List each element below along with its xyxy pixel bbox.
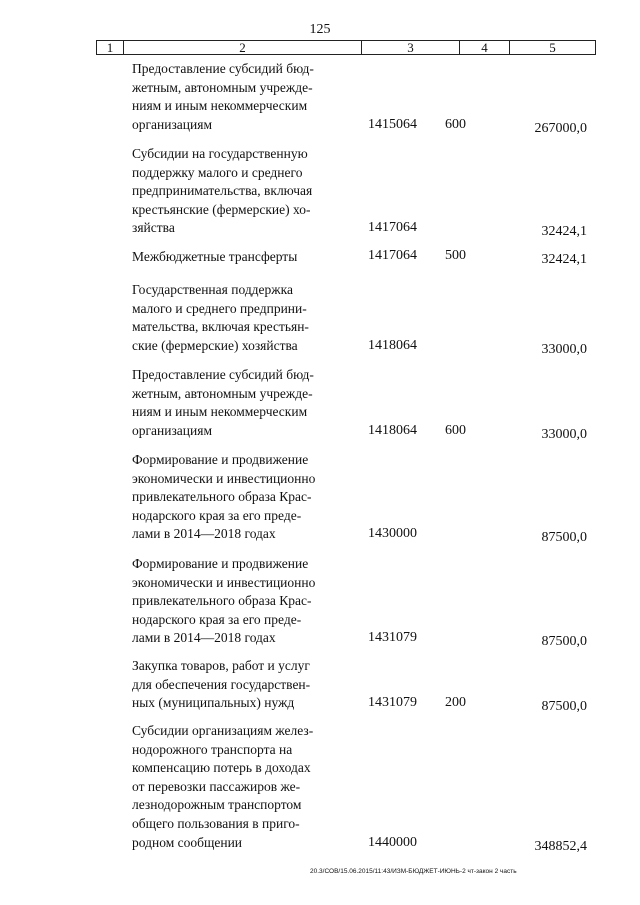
row-name [132, 281, 335, 355]
row-expense-type: 500 [445, 248, 466, 263]
row-name-line: Предоставление субсидий бюд- [132, 367, 314, 382]
row-amount: 87500,0 [541, 634, 587, 650]
row-code: 1418064 [368, 422, 417, 438]
row-name-line: лами в 2014—2018 годах [132, 630, 276, 646]
row-name-line: предпринимательства, включая [132, 183, 313, 199]
row-name-line: ниям и иным некоммерческим [132, 98, 308, 114]
row-code: 1431079 [368, 630, 417, 646]
row-name-line: Предоставление субсидий бюд- [132, 61, 314, 76]
row-code: 1417064 [368, 220, 417, 236]
row-code: 1431079 [368, 695, 417, 711]
row-amount: 348852,4 [534, 838, 587, 854]
row-name-line: крестьянские (фермерские) хо- [132, 201, 311, 217]
table-header [96, 40, 596, 55]
row-name-line: жетным, автономным учрежде- [132, 79, 313, 95]
row-name [132, 145, 335, 238]
row-name-line: поддержку малого и среднего [132, 164, 303, 180]
row-amount: 32424,1 [541, 224, 587, 240]
row-name [132, 366, 335, 440]
row-code: 1415064 [368, 116, 417, 132]
row-amount: 32424,1 [541, 252, 587, 267]
row-name-line: нодарского края за его преде- [132, 611, 302, 627]
row-name-line: Формирование и продвижение [132, 452, 309, 467]
row-name-line: ных (муниципальных) нужд [132, 695, 295, 711]
row-name [132, 60, 335, 134]
row-name-line: от перевозки пассажиров же- [132, 778, 301, 794]
row-name-line: Государственная поддержка [132, 282, 293, 297]
row-name-line: лезнодорожным транспортом [132, 797, 302, 813]
row-name [132, 657, 335, 713]
row-name-line: Субсидии на государственную [132, 146, 308, 161]
row-name [132, 722, 335, 852]
row-name [132, 248, 335, 267]
row-expense-type: 600 [445, 422, 466, 438]
column-header-2: 2 [124, 41, 362, 54]
row-code: 1430000 [368, 526, 417, 542]
row-code: 1440000 [368, 834, 417, 850]
row-name [132, 555, 335, 648]
page-number: 125 [309, 22, 331, 37]
row-name-line: организациям [132, 422, 213, 438]
row-name-line: организациям [132, 116, 213, 132]
row-name-line: ские (фермерские) хозяйства [132, 337, 298, 353]
column-header-3: 3 [362, 41, 460, 54]
row-expense-type: 200 [445, 695, 466, 711]
row-name-line: общего пользования в приго- [132, 815, 300, 831]
row-name-line: для обеспечения государствен- [132, 676, 311, 692]
row-code: 1418064 [368, 337, 417, 353]
row-code: 1417064 [368, 248, 417, 263]
row-expense-type: 600 [445, 116, 466, 132]
column-header-5: 5 [549, 40, 556, 55]
row-name-line: экономически и инвестиционно [132, 574, 316, 590]
document-footer: 20.3/СОВ/15.06.2015/11:43/ИЗМ-БЮДЖЕТ-ИЮНЬ-2 чт-закон 2 часть [310, 868, 517, 875]
row-name-line: лами в 2014—2018 годах [132, 526, 276, 542]
row-name-line: Субсидии организациям желез- [132, 723, 314, 738]
column-header-1: 1 [97, 41, 124, 54]
row-amount: 267000,0 [534, 120, 587, 136]
row-name-line: нодарского края за его преде- [132, 507, 302, 523]
row-name-line: экономически и инвестиционно [132, 470, 316, 486]
row-name-line: жетным, автономным учрежде- [132, 385, 313, 401]
row-name-line: нодорожного транспорта на [132, 741, 293, 757]
row-amount: 33000,0 [541, 426, 587, 442]
row-name-line: мательства, включая крестьян- [132, 319, 309, 335]
row-name-line: зяйства [132, 220, 175, 236]
row-name-line: родном сообщении [132, 834, 243, 850]
column-header-4: 4 [460, 41, 510, 54]
row-name-line: ниям и иным некоммерческим [132, 404, 308, 420]
row-name-line: малого и среднего предприни- [132, 300, 307, 316]
row-name-line: Формирование и продвижение [132, 556, 309, 571]
row-amount: 87500,0 [541, 530, 587, 546]
row-name-line: Закупка товаров, работ и услуг [132, 658, 310, 673]
row-amount: 33000,0 [541, 341, 587, 357]
row-name-line: Межбюджетные трансферты [132, 249, 298, 264]
row-name-line: привлекательного образа Крас- [132, 593, 312, 609]
row-amount: 87500,0 [541, 699, 587, 715]
row-name-line: привлекательного образа Крас- [132, 489, 312, 505]
row-name [132, 451, 335, 544]
row-name-line: компенсацию потерь в доходах [132, 760, 311, 776]
